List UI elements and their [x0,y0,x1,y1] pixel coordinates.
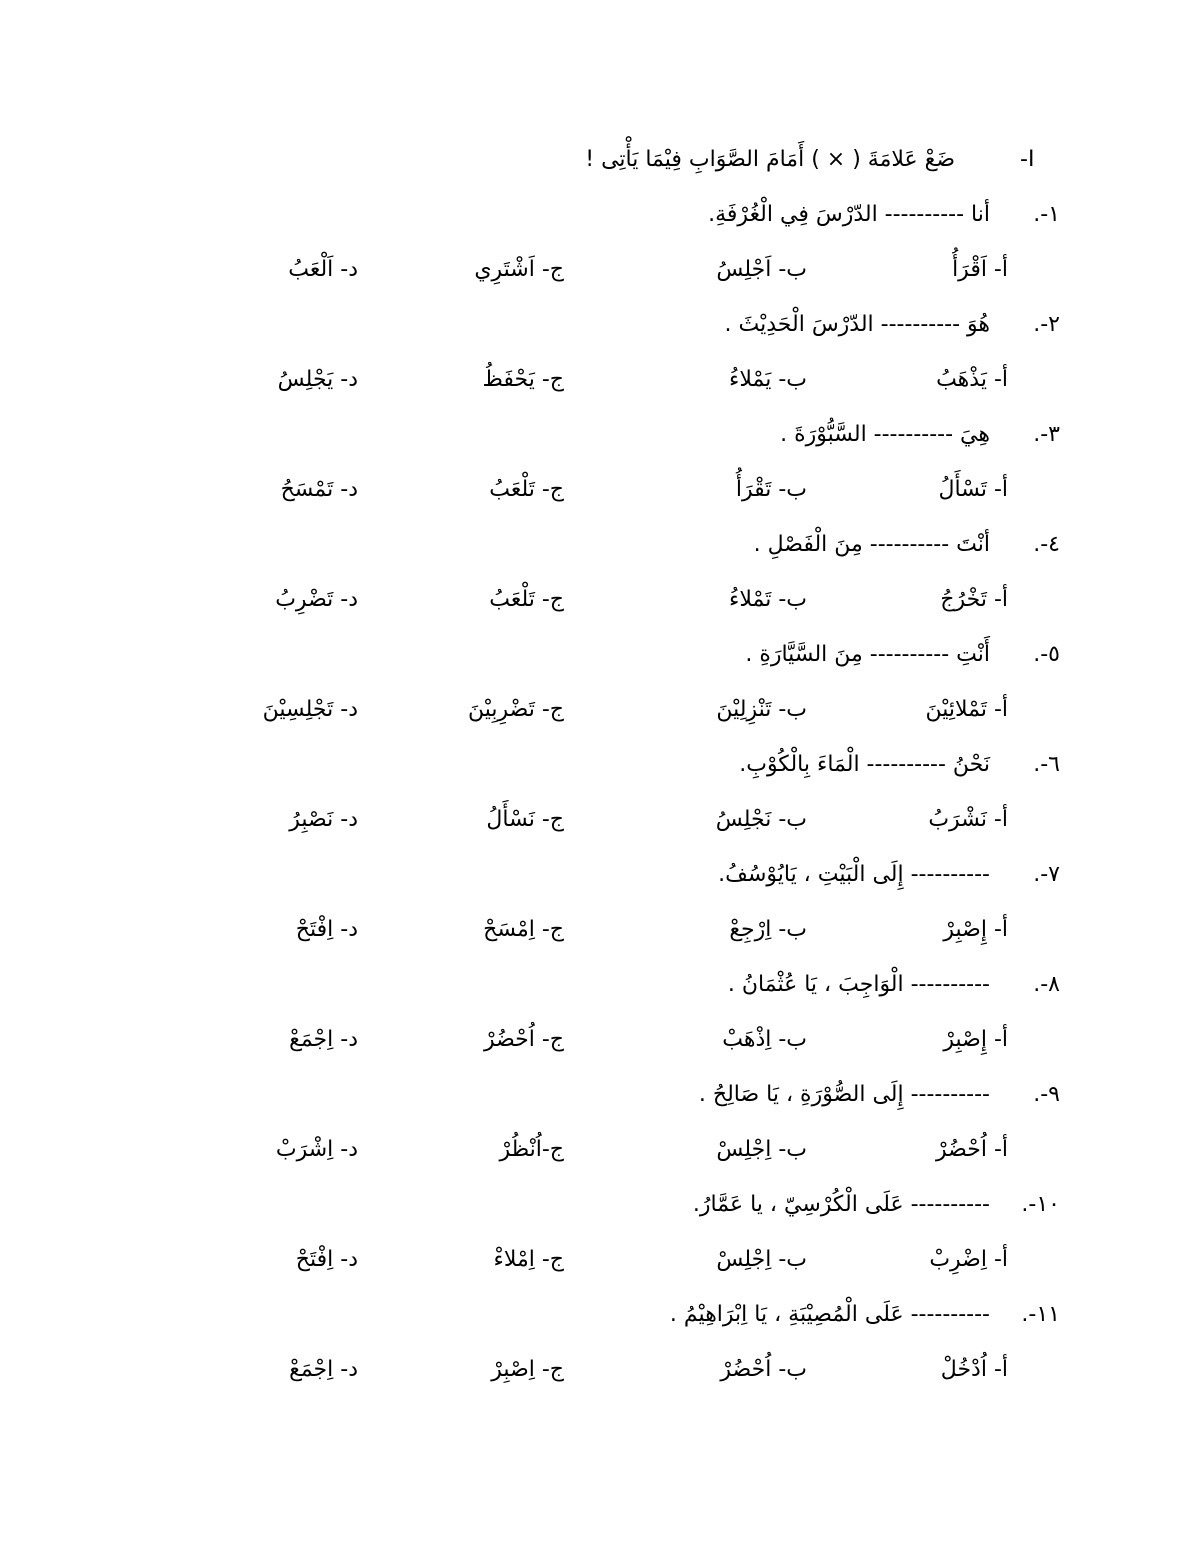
option-b: ب- اُحْضُرْ [720,1357,807,1382]
question-text: ---------- عَلَى الْمُصِيْبَةِ ، يَا اِبْرَاهِيْمُ . [669,1302,990,1327]
option-d: د- اِجْمَعْ [289,1027,358,1052]
question-text: ---------- إِلَى الصُّوْرَةِ ، يَا صَالِحُ . [698,1082,990,1107]
option-a: أ- إِصْبِرْ [943,917,1008,942]
question-number: ٩-. [1033,1082,1060,1107]
option-a: أ- اُحْضُرْ [936,1137,1008,1162]
question-number: ٤-. [1033,532,1060,557]
question-text: ---------- عَلَى الْكُرْسِيّ ، يا عَمَّارُ. [692,1192,990,1217]
question-number: ٣-. [1033,422,1060,447]
option-b: ب- نَجْلِسُ [715,807,807,832]
question-text: هُوَ ---------- الدّرْسَ الْحَدِيْثَ . [724,312,990,337]
option-c: ج- اَشْتَرِي [474,257,564,282]
option-d: د- تَجْلِسِيْنَ [262,697,358,722]
option-c: ج- تَلْعَبُ [489,477,564,502]
option-c: ج- اُحْضُرْ [483,1027,564,1052]
option-a: أ- تَمْلائِيْنَ [925,697,1008,722]
option-a: أ- اِضْرِبْ [929,1247,1008,1272]
option-d: د- اِشْرَبْ [275,1137,358,1162]
option-a: أ- اُدْخُلْ [940,1357,1008,1382]
option-a: أ- تَخْرُجُ [940,587,1008,612]
option-d: د- اِفْتَحْ [295,1247,358,1272]
question-number: ١-. [1033,202,1060,227]
option-d: د- اِفْتَحْ [295,917,358,942]
option-d: د- اِجْمَعْ [289,1357,358,1382]
option-d: د- نَصْبِرُ [289,807,358,832]
question-number: ١٠-. [1021,1192,1060,1217]
option-c: ج- اِمْلاءْ [493,1247,564,1272]
question-number: ٥-. [1033,642,1060,667]
option-c: ج- اِمْسَحْ [483,917,564,942]
option-b: ب- تَمْلاءُ [729,587,807,612]
option-a: أ- اَقْرَأُ [952,257,1008,282]
option-d: د- اَلْعَبُ [288,257,358,282]
option-c: ج-اُنْظُرْ [499,1137,564,1162]
option-c: ج- اِصْبِرْ [491,1357,564,1382]
option-a: أ- تَسْأَلُ [938,477,1008,502]
question-text: أنا ---------- الدّرْسَ فِي الْغُرْفَةِ. [708,202,990,227]
option-d: د- يَجْلِسُ [277,367,358,392]
option-b: ب- تَنْزِلِيْنَ [716,697,807,722]
option-a: أ- نَشْرَبُ [928,807,1008,832]
option-d: د- تَضْرِبُ [275,587,358,612]
option-a: أ- يَذْهَبُ [936,367,1008,392]
question-text: ---------- الْوَاجِبَ ، يَا عُثْمَانُ . [727,972,990,997]
option-b: ب- اِجْلِسْ [716,1137,807,1162]
question-number: ٦-. [1033,752,1060,777]
option-b: ب- اِجْلِسْ [716,1247,807,1272]
option-c: ج- تَلْعَبُ [489,587,564,612]
question-number: ٧-. [1033,862,1060,887]
option-a: أ- إِصْبِرْ [943,1027,1008,1052]
question-number: ٨-. [1033,972,1060,997]
option-c: ج- نَسْأَلُ [486,807,564,832]
section-instruction: ضَعْ عَلامَةَ ( × ) أَمَامَ الصَّوَابِ فِيْمَا يَأْتِى ! [585,147,955,172]
option-c: ج- تَضْرِبِيْنَ [468,697,564,722]
section-number: -I [1020,147,1035,172]
option-b: ب- اِرْجِعْ [729,917,807,942]
option-b: ب- اَجْلِسُ [716,257,807,282]
question-text: هِيَ ---------- السَّبُّوْرَةَ . [780,422,990,447]
option-b: ب- اِذْهَبْ [722,1027,807,1052]
option-b: ب- يَمْلاءُ [729,367,807,392]
option-d: د- تَمْسَحُ [280,477,358,502]
question-number: ٢-. [1033,312,1060,337]
question-text: ---------- إِلَى الْبَيْتِ ، يَايُوْسُفُ. [718,862,990,887]
question-text: أنْتَ ---------- مِنَ الْفَصْلِ . [753,532,990,557]
question-text: أَنْتِ ---------- مِنَ السَّيَّارَةِ . [745,642,990,667]
question-text: نَحْنُ ---------- الْمَاءَ بِالْكُوْبِ. [739,752,990,777]
option-b: ب- تَقْرَأُ [735,477,807,502]
question-number: ١١-. [1021,1302,1060,1327]
option-c: ج- يَحْفَظُ [482,367,564,392]
